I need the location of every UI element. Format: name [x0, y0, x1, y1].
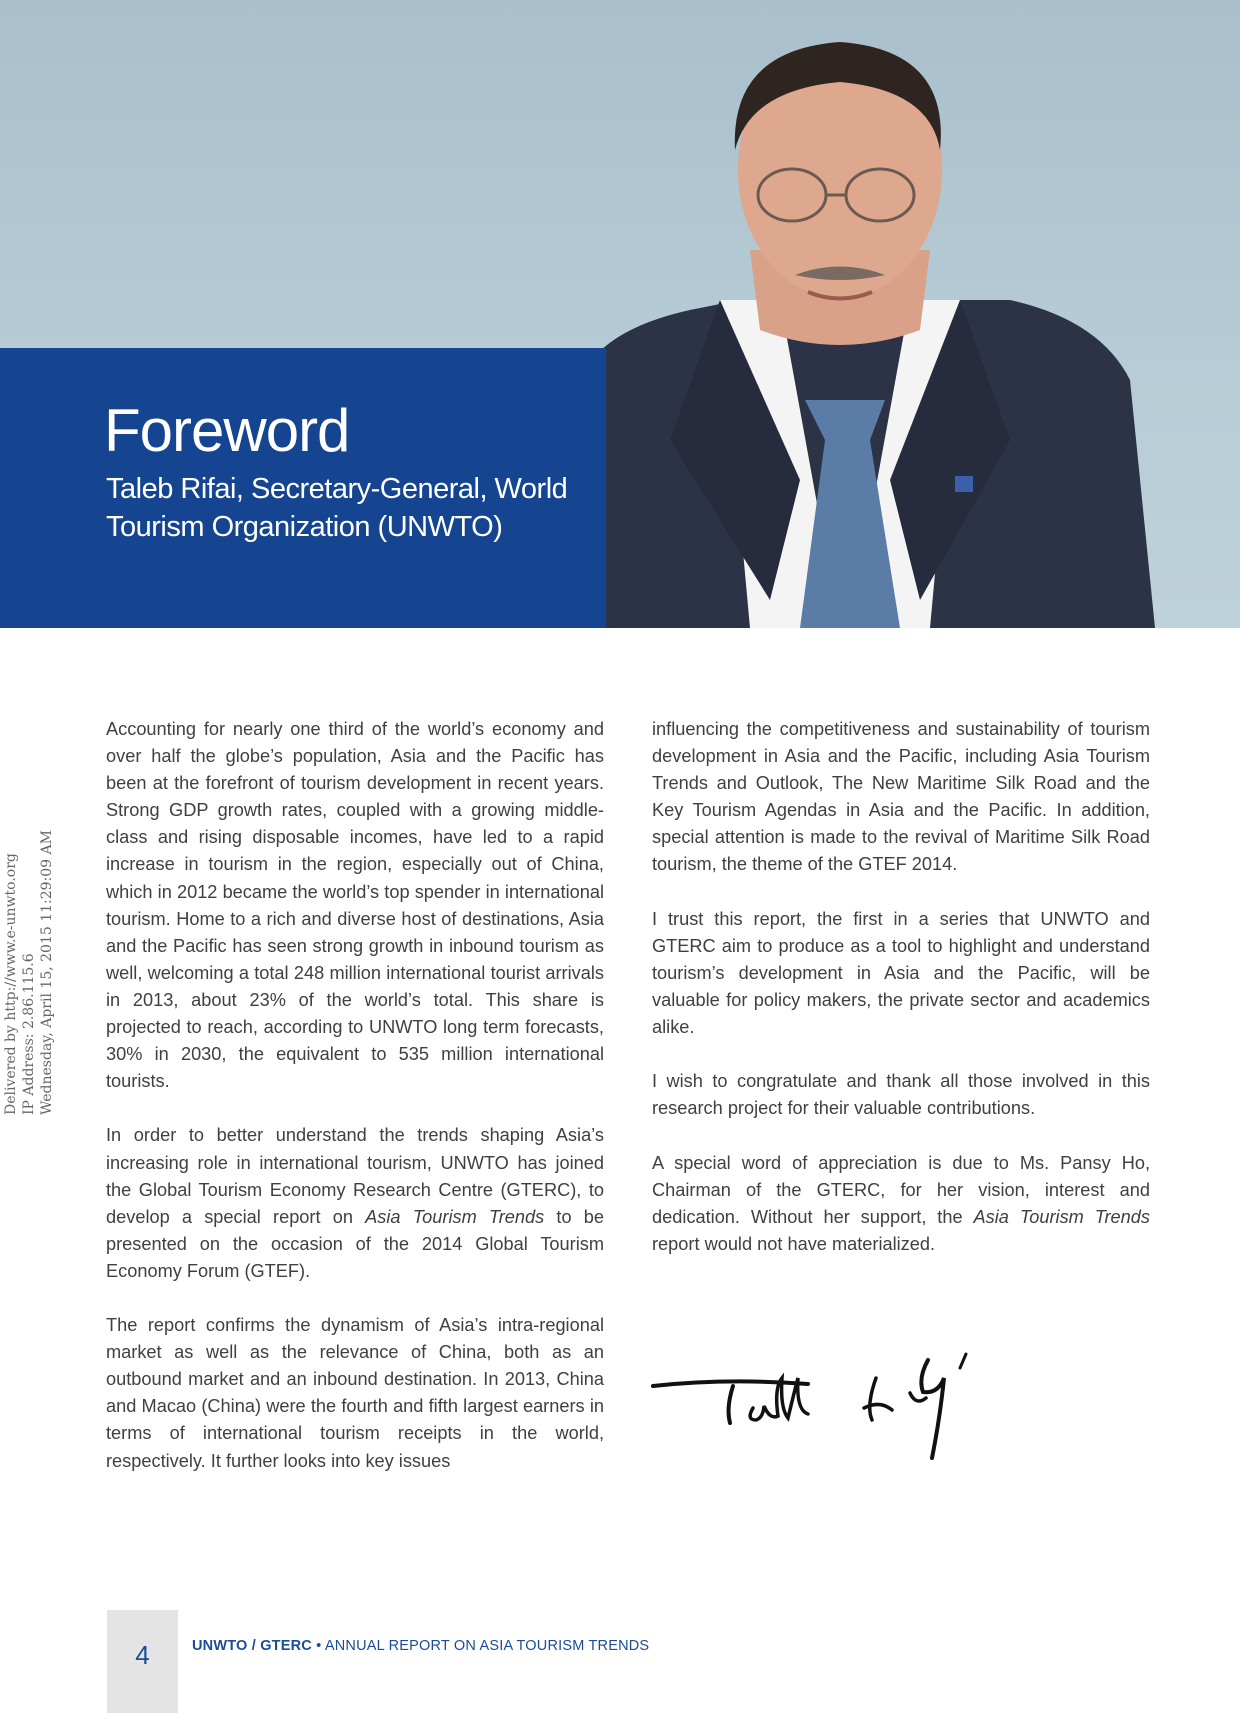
paragraph: The report confirms the dynamism of Asia’s intra-regional market as well as the relevance of China, both as an outbound market and an inbound destination. In 2013, China and Macao (China) were the fourth and fifth largest earners in terms of international tourism receipts in the world, respectively. It further looks into key issues [106, 1315, 604, 1471]
body-column-right [652, 716, 1150, 1285]
paragraph: In order to better understand the trends shaping Asia’s increasing role in international tourism, UNWTO has joined the Global Tourism Economy Research Centre (GTERC), to develop a special report on Asia Tourism Trends to be presented on the occasion of the 2014 Global Tourism Economy Forum (GTEF). [106, 1125, 604, 1281]
paragraph: A special word of appreciation is due to Ms. Pansy Ho, Chairman of the GTERC, for her vision, interest and dedication. Without her support, the Asia Tourism Trends report would not have materialized. [652, 1152, 1150, 1254]
paragraph: Accounting for nearly one third of the world’s economy and over half the globe’s population, Asia and the Pacific has been at the forefront of tourism development in recent years. Strong GDP growth rates, coupled with a growing middle-class and rising disposable incomes, have led to a rapid increase in tourism in the region, especially out of China, which in 2012 became the world’s top spender in international tourism. Home to a rich and diverse host of destinations, Asia and the Pacific has seen strong growth in inbound tourism as well, welcoming a total 248 million international tourist arrivals in 2013, about 23% of the world’s total. This share is projected to reach, according to UNWTO long term forecasts, 30% in 2030, the equivalent to 535 million international tourists. [106, 719, 604, 1092]
body-column-left [106, 716, 604, 1502]
report-title-italic: Asia Tourism Trends [365, 1206, 545, 1227]
page-title: Foreword [104, 397, 350, 464]
footer-org: UNWTO / GTERC [192, 1638, 312, 1654]
page-number: 4 [135, 1640, 150, 1670]
author-subtitle [106, 470, 606, 546]
paragraph: influencing the competitiveness and sustainability of tourism development in Asia and the Pacific, including Asia Tourism Trends and Outlook, The New Maritime Silk Road and the Key Tourism Agendas in Asia and the Pacific. In addition, special attention is made to the revival of Maritime Silk Road tourism, the theme of the GTEF 2014. [652, 719, 1150, 875]
running-footer [192, 1638, 649, 1654]
subtitle-line-1: Taleb Rifai, Secretary-General, World [106, 473, 568, 505]
watermark-line-3: Wednesday, April 15, 2015 11:29:09 AM [39, 830, 55, 1115]
portrait-photo [540, 0, 1160, 628]
report-title-italic: Asia Tourism Trends [973, 1206, 1150, 1227]
paragraph: I wish to congratulate and thank all those involved in this research project for their valuable contributions. [652, 1071, 1150, 1119]
footer-bullet: • [311, 1638, 325, 1654]
delivery-watermark [2, 830, 56, 1115]
subtitle-line-2: Tourism Organization (UNWTO) [106, 511, 503, 543]
signature [648, 1348, 1018, 1468]
watermark-line-1: Delivered by http://www.e-unwto.org [3, 853, 19, 1115]
paragraph: I trust this report, the first in a series that UNWTO and GTERC aim to produce as a tool to highlight and understand tourism’s development in Asia and the Pacific, will be valuable for policy makers, the private sector and academics alike. [652, 908, 1150, 1038]
footer-report-title: ANNUAL REPORT ON ASIA TOURISM TRENDS [324, 1638, 650, 1654]
watermark-line-2: IP Address: 2.86.115.6 [21, 953, 37, 1115]
